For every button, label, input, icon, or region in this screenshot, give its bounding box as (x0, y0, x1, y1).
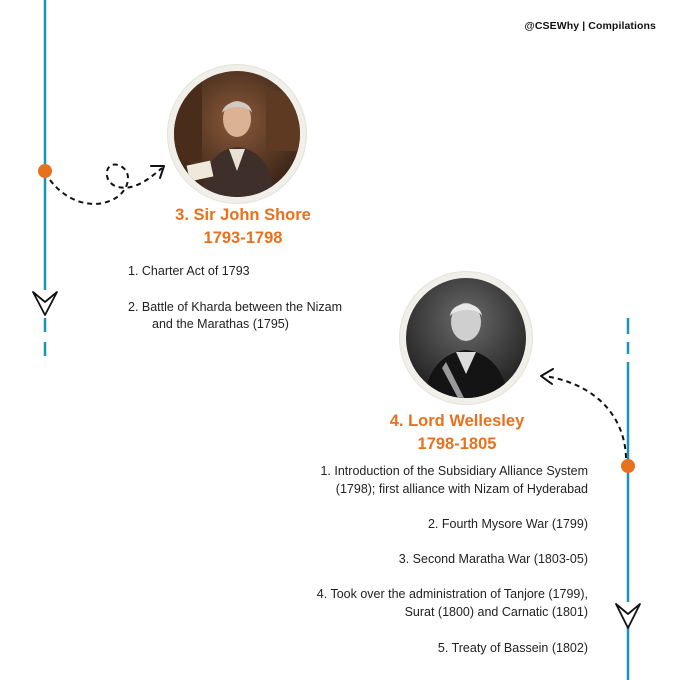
event-item: and the Marathas (1795) (152, 317, 289, 331)
left-down-arrow-icon (33, 292, 57, 315)
portrait-shore (174, 71, 300, 197)
right-down-arrow-icon (616, 604, 640, 628)
ruler-name: 4. Lord Wellesley (389, 412, 525, 430)
event-item: (1798); first alliance with Nizam of Hyderabad (335, 482, 588, 496)
ruler-title-wellesley (357, 410, 557, 456)
event-item: 1. Charter Act of 1793 (128, 264, 250, 278)
ruler-years: 1798-1805 (417, 435, 497, 453)
portrait-wellesley (406, 278, 526, 398)
event-item: 2. Battle of Kharda between the Nizam (128, 300, 343, 314)
right-timeline-dot (621, 459, 635, 473)
left-timeline-dot (38, 164, 52, 178)
ruler-years: 1793-1798 (203, 229, 283, 247)
event-item: 5. Treaty of Bassein (1802) (437, 641, 588, 655)
right-dashed-arrow (545, 376, 626, 458)
event-item: 2. Fourth Mysore War (1799) (427, 517, 588, 531)
event-item: 4. Took over the administration of Tanjore (1799), (316, 587, 588, 601)
ruler-name: 3. Sir John Shore (175, 206, 311, 224)
ruler-title-shore (143, 204, 343, 250)
event-item: 3. Second Maratha War (1803-05) (398, 552, 588, 566)
event-item: Surat (1800) and Carnatic (1801) (404, 605, 588, 619)
brand-label: @CSEWhy | Compilations (524, 20, 656, 32)
event-item: 1. Introduction of the Subsidiary Alliance System (320, 464, 588, 478)
left-dashed-arrow (50, 165, 162, 204)
